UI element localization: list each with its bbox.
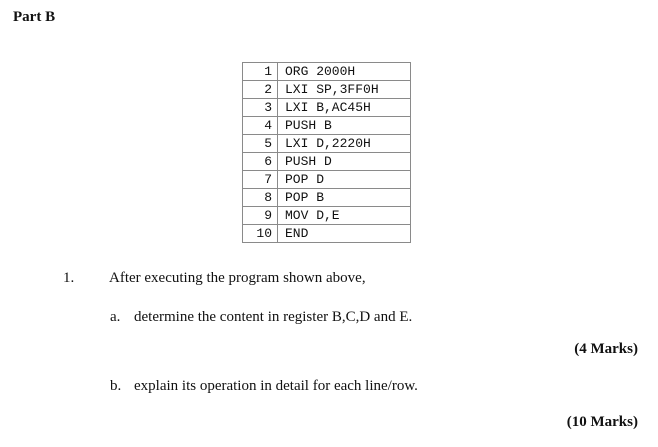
instruction: MOV D,E — [278, 207, 411, 225]
line-number: 8 — [243, 189, 278, 207]
line-number: 2 — [243, 81, 278, 99]
table-row — [243, 117, 411, 135]
instruction: LXI B,AC45H — [278, 99, 411, 117]
question-text: After executing the program shown above, — [109, 270, 366, 286]
instruction: LXI D,2220H — [278, 135, 411, 153]
sub-question-text: determine the content in register B,C,D and E. — [134, 309, 413, 325]
line-number: 1 — [243, 63, 278, 81]
table-row — [243, 135, 411, 153]
instruction: POP D — [278, 171, 411, 189]
program-table — [242, 62, 411, 243]
table-row — [243, 225, 411, 243]
instruction: ORG 2000H — [278, 63, 411, 81]
line-number: 7 — [243, 171, 278, 189]
instruction: END — [278, 225, 411, 243]
table-row — [243, 171, 411, 189]
table-row — [243, 207, 411, 225]
sub-question-a — [110, 309, 412, 326]
section-title: Part B — [13, 9, 56, 25]
line-number: 10 — [243, 225, 278, 243]
line-number: 6 — [243, 153, 278, 171]
marks-label: (10 Marks) — [566, 414, 638, 430]
line-number: 9 — [243, 207, 278, 225]
line-number: 3 — [243, 99, 278, 117]
instruction: LXI SP,3FF0H — [278, 81, 411, 99]
marks-label: (4 Marks) — [574, 341, 638, 357]
table-row — [243, 81, 411, 99]
sub-question-b — [110, 378, 418, 395]
line-number: 5 — [243, 135, 278, 153]
question-number: 1. — [63, 270, 75, 286]
instruction: POP B — [278, 189, 411, 207]
table-row — [243, 189, 411, 207]
line-number: 4 — [243, 117, 278, 135]
sub-question-letter: b. — [110, 378, 122, 394]
table-row — [243, 99, 411, 117]
table-row — [243, 63, 411, 81]
instruction: PUSH B — [278, 117, 411, 135]
instruction: PUSH D — [278, 153, 411, 171]
sub-question-letter: a. — [110, 309, 121, 325]
sub-question-text: explain its operation in detail for each line/row. — [134, 378, 418, 394]
table-row — [243, 153, 411, 171]
